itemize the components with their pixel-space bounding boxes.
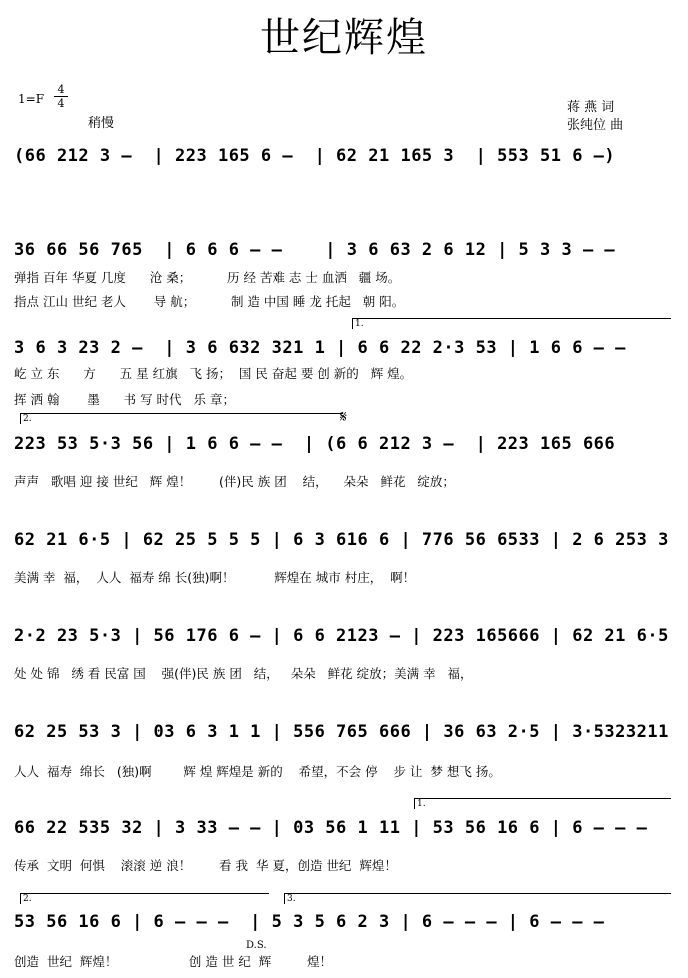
time-sig-bottom: 4 — [54, 96, 68, 110]
notation-line-7: 62 25 53 3 | 03 6 3 1 1 | 556 765 666 | 36 63 2·5 | 3·5323211 — [14, 722, 669, 742]
composer-credit: 张纯位 曲 — [567, 118, 624, 133]
notation-line-2: 36 66 56 765 | 6 6 6 – – | 3 6 63 2 6 12 | 5 3 3 – – — [14, 240, 616, 260]
dal-segno-marking: D.S. — [246, 940, 267, 951]
tempo-marking: 稍慢 — [88, 116, 115, 131]
notation-line-4: 223 53 5·3 56 | 1 6 6 – – | (6 6 212 3 – | 223 165 666 — [14, 434, 616, 454]
notation-line-6: 2·2 23 5·3 | 56 176 6 – | 6 6 2123 – | 223 165666 | 62 21 6·5 — [14, 626, 669, 646]
notation-line-3: 3 6 3 23 2 – | 3 6 632 321 1 | 6 6 22 2·3 53 | 1 6 6 – – — [14, 338, 626, 358]
lyric-line-3a: 屹 立 东 方 五 星 红旗 飞 扬； 国 民 奋起 要 创 新的 辉 煌。 — [14, 366, 413, 381]
lyric-line-4: 声声 歌唱 迎 接 世纪 辉 煌！ (伴)民 族 团 结， 朵朵 鲜花 绽放； — [14, 474, 455, 489]
lyric-line-7: 人人 福寿 绵长 (独)啊 辉 煌 辉煌是 新的 希望，不会 停 步 让 梦 想飞 扬。 — [14, 764, 501, 779]
volta-2-first: 2. — [20, 413, 343, 424]
lyric-line-2b: 指点 江山 世纪 老人 导 航； 制 造 中国 睡 龙 托起 朝 阳。 — [14, 294, 405, 309]
segno-sign: 𝄋 — [340, 407, 347, 426]
volta-1-second: 1. — [414, 798, 671, 809]
volta-1-first: 1. — [352, 318, 671, 329]
lyric-line-5: 美满 幸 福， 人人 福寿 绵 长(独)啊！ 辉煌在 城市 村庄， 啊！ — [14, 570, 416, 585]
time-signature — [54, 83, 68, 110]
notation-line-5: 62 21 6·5 | 62 25 5 5 5 | 6 3 616 6 | 776 56 6533 | 2 6 253 3 — [14, 530, 669, 550]
notation-line-8: 66 22 535 32 | 3 33 – – | 03 56 1 11 | 53 56 16 6 | 6 – – – — [14, 818, 648, 838]
lyric-line-9: 创造 世纪 辉煌！ 创 造 世 纪 辉 煌！ — [14, 954, 333, 969]
lyric-line-2a: 弹指 百年 华夏 几度 沧 桑； 历 经 苦难 志 士 血洒 疆 场。 — [14, 270, 401, 285]
lyric-line-6: 处 处 锦 绣 看 民富 国 强(伴)民 族 团 结， 朵朵 鲜花 绽放；美满 幸 福， — [14, 666, 473, 681]
time-sig-top: 4 — [57, 83, 65, 96]
notation-line-9: 53 56 16 6 | 6 – – – | 5 3 5 6 2 3 | 6 – – – | 6 – – – — [14, 912, 605, 932]
volta-3: 3. — [284, 893, 671, 904]
key-signature: 1=F — [18, 92, 45, 106]
volta-2-second: 2. — [20, 893, 269, 904]
notation-line-1: (66 212 3 – | 223 165 6 – | 62 21 165 3 | 553 51 6 –) — [14, 146, 616, 166]
lyricist-credit: 蒋 燕 词 — [567, 100, 615, 115]
lyric-line-8: 传承 文明 何惧 滚滚 逆 浪！ 看 我 华 夏，创造 世纪 辉煌！ — [14, 858, 397, 873]
lyric-line-3b: 挥 洒 翰 墨 书 写 时代 乐 章； — [14, 392, 235, 407]
song-title: 世纪辉煌 — [260, 15, 428, 61]
